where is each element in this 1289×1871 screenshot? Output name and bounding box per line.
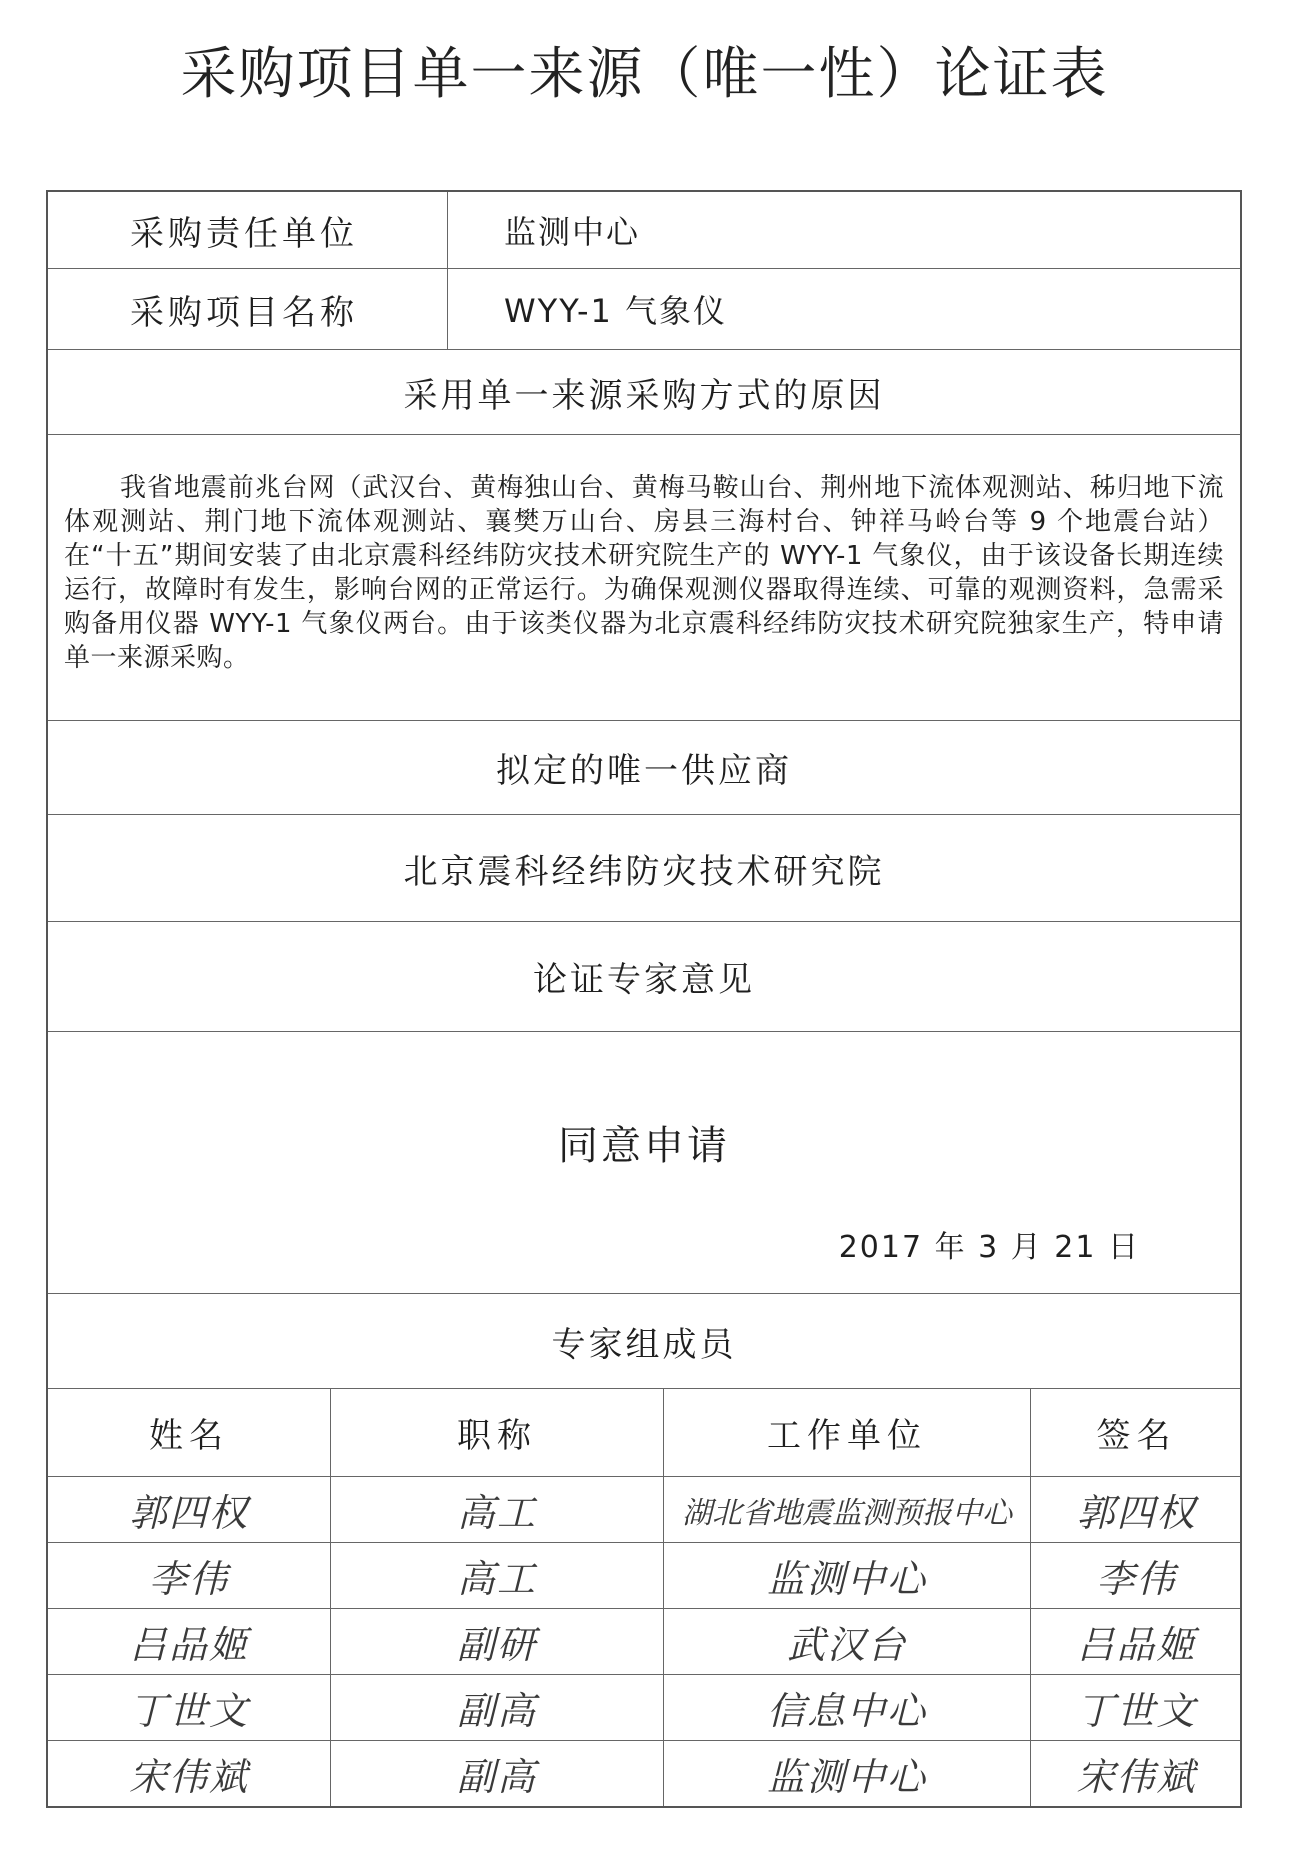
reason-heading: 采用单一来源采购方式的原因	[403, 375, 885, 416]
experts-header-row	[48, 1389, 1240, 1477]
project-label-cell	[48, 269, 448, 349]
opinion-date: 2017 年 3 月 21 日	[838, 1230, 1140, 1265]
supplier-heading: 拟定的唯一供应商	[496, 751, 792, 791]
opinion-text: 同意申请	[558, 1123, 730, 1169]
expert-unit: 信息中心	[664, 1675, 1031, 1740]
table-row	[48, 1477, 1240, 1543]
col-sign-header: 签名	[1096, 1416, 1177, 1456]
expert-name: 丁世文	[48, 1675, 331, 1740]
project-row	[48, 269, 1240, 350]
supplier-heading-row	[48, 721, 1240, 815]
reason-heading-row	[48, 350, 1240, 435]
table-row	[48, 1609, 1240, 1675]
reason-text-row	[48, 435, 1240, 721]
unit-label: 采购责任单位	[130, 213, 358, 254]
table-row	[48, 1675, 1240, 1741]
project-value-cell	[448, 269, 1242, 349]
experts-heading-row	[48, 1294, 1240, 1389]
unit-label-cell	[48, 192, 448, 268]
expert-signature: 吕品姬	[1076, 1623, 1197, 1667]
unit-row	[48, 192, 1240, 269]
opinion-heading-row	[48, 922, 1240, 1032]
reason-text: 我省地震前兆台网（武汉台、黄梅独山台、黄梅马鞍山台、荆州地下流体观测站、秭归地下流体观测站、荆门地下流体观测站、襄樊万山台、房县三海村台、钟祥马岭台等 9 个地震台站）在“十五”期间安装了由北京震科经纬防灾技术研究院生产的 WYY-1 气象仪，由于该设备长期连续运行，故障时有发生，影响台网的正常运行。为确保观测仪器取得连续、可靠的观测资料，急需采购备用仪器 WYY-1 气象仪两台。由于该类仪器为北京震科经纬防灾技术研究院独家生产，特申请单一来源采购。	[64, 473, 1224, 673]
form-table	[46, 190, 1242, 1808]
expert-title: 副高	[331, 1741, 664, 1806]
col-title-header: 职称	[331, 1389, 664, 1476]
opinion-body-row	[48, 1032, 1240, 1294]
expert-signature: 李伟	[1096, 1557, 1177, 1601]
expert-name: 宋伟斌	[48, 1741, 331, 1806]
experts-heading: 专家组成员	[551, 1324, 737, 1365]
expert-signature: 丁世文	[1076, 1689, 1197, 1733]
page-title: 采购项目单一来源（唯一性）论证表	[180, 42, 1109, 107]
supplier-name: 北京震科经纬防灾技术研究院	[403, 851, 885, 892]
expert-title: 副高	[331, 1675, 664, 1740]
unit-value-cell	[448, 192, 1242, 268]
supplier-name-row	[48, 815, 1240, 922]
expert-unit: 湖北省地震监测预报中心	[664, 1477, 1031, 1542]
expert-title: 高工	[331, 1477, 664, 1542]
table-row	[48, 1741, 1240, 1806]
opinion-heading: 论证专家意见	[533, 960, 755, 1000]
unit-value: 监测中心	[504, 213, 641, 251]
expert-title: 高工	[331, 1543, 664, 1608]
expert-signature: 宋伟斌	[1076, 1755, 1197, 1799]
expert-name: 郭四权	[48, 1477, 331, 1542]
expert-signature: 郭四权	[1076, 1491, 1197, 1535]
expert-name: 李伟	[48, 1543, 331, 1608]
table-row	[48, 1543, 1240, 1609]
project-label: 采购项目名称	[130, 292, 358, 333]
expert-unit: 武汉台	[664, 1609, 1031, 1674]
expert-unit: 监测中心	[664, 1543, 1031, 1608]
expert-unit: 监测中心	[664, 1741, 1031, 1806]
expert-title: 副研	[331, 1609, 664, 1674]
col-name-header: 姓名	[48, 1389, 331, 1476]
project-value: WYY-1 气象仪	[504, 292, 728, 330]
col-unit-header: 工作单位	[664, 1389, 1031, 1476]
expert-name: 吕品姬	[48, 1609, 331, 1674]
